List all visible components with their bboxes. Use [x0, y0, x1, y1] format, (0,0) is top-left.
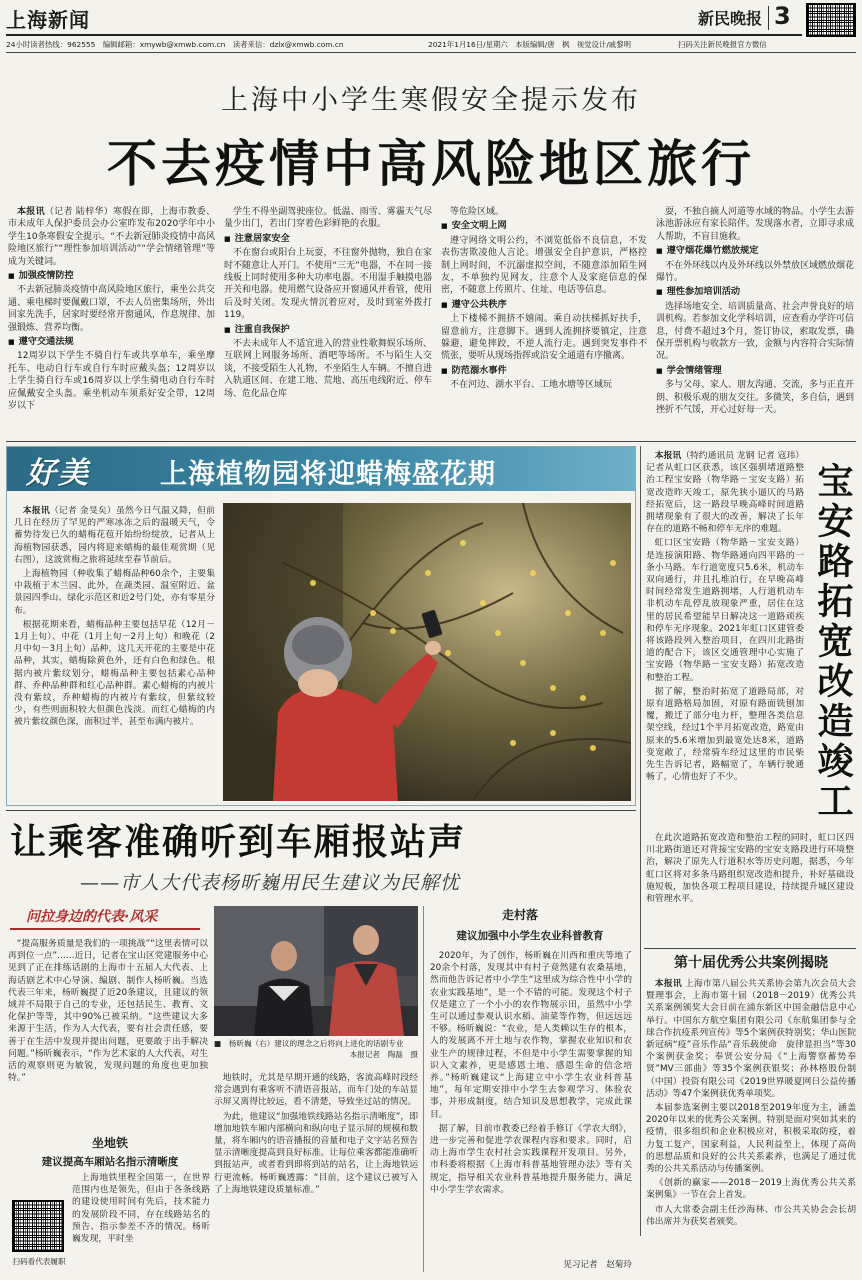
- story6-text: 本报讯 上海市第八届公共关系协会第九次会员大会暨理事会，上海市第十届（2018－2019）优秀公共关系案例颁奖大会日前在浦东新区中国金融信息中心举行。中国东方航空集团有限公司《东航集团参与全球合作抗疫系列宣传》等5个案例获特别奖；华山医院新冠病“疫”音乐作品“音乐载使命 旋律显担当”等30个案例获金奖；奉贤公安分局《“上海警察蓄势奉贤”MV三部曲》等35个案例获银奖；孙林格股份制（中国）投资有限公司《2019世界暖夏网日公益传播活动》等47个案例获优秀单项奖。 本届参选案例主要以2018至2019年度为主，涵盖2020年以来的优秀公关案例。特别是面对突如其来的疫情，很多组织和企业积极应对，积极采取防疫，着力复工复产，国家利益，人民利益至上，体现了高尚的思想品质和良好的公共关系素养，也满足了通过优秀的公共关系活动与传播案例。 《创新的赢家——2018－2019上海优秀公共关系案例集》一节在会上首发。 市人大常委会副主任沙海林、市公共关协会会长胡伟出席并为获奖者颁奖。: [646, 979, 856, 1227]
- representative-qr-code[interactable]: [12, 1200, 64, 1252]
- story1-column-3: 等危险区域。 ■ 安全文明上网 遵守网络文明公约，不浏览低俗不良信息，不发表伤害欺凌他人言论。增强安全自护意识，严格控制上网时间，不沉溺虚拟空间，不随意添加陌生网友，不单独约见网友，注意个人及家庭信息的保密，不随意上传照片、住址、电话等信息。 ■ 遵守公共秩序 上下楼梯不拥挤不嬉闹。乘自动扶梯抓好扶手，留意前方，注意脚下。遇到人流拥挤要镇定，注意躲避，避免摔跤，不逆人流行走。遇到突发事件不慌张，要听从现场指挥或沿安全通道有序撤离。 ■ 防范溺水事件 不在河边、湖水平台、工地水塘等区域玩: [441, 206, 647, 436]
- scan-info: 扫码关注新民晚报官方微信: [678, 40, 767, 49]
- date-info: 2021年1月16日/星期六 本版编辑/唐 枫 视觉设计/戚黎明: [428, 40, 631, 49]
- story3-headline: 宝安路拓宽改造竣工: [812, 462, 853, 822]
- subway-box-text: 上海地铁里程全国第一，在世界范围内也是领先，但由于各条线路的建设使用时间有先后，技术能力的发展阶段不同，存在线路站名的预告、指示参差不齐的情况。杨昕巍发现，平时坐: [72, 1173, 210, 1245]
- story1-column-2: 学生不得坐副驾驶座位。低温、雨雪、雾霾天气尽量少出门，若出门穿着色彩鲜艳的衣服。 ■ 注意居家安全 不在窗台或阳台上玩耍，不往窗外抛物，独自在家时不随意让人开门。不使用“三无”电器，不在同一接线板上同时使用多种大功率电器。不用湿手触摸电器开关和电器。使用燃气设备应开窗通风并看管，使用后及时关闭。发现火情沉着应对，及时到室外拨打119。 ■ 注重自我保护 不去未成年人不适宜进入的营业性歌舞娱乐场所、互联网上网服务场所、酒吧等场所。不与陌生人交谈，不接受陌生人礼物，不坐陌生人车辆。不擅自进入轨道区间、在建工地、荒地、高压电线附近、停车场、危化品仓库: [224, 206, 432, 436]
- page-number: 3: [774, 2, 791, 30]
- story4-tag: 问拉身边的代表·风采: [10, 906, 200, 930]
- wintersweet-photo: [223, 503, 631, 801]
- story2-tag: 好美: [26, 456, 90, 490]
- story6-headline: 第十届优秀公共案例揭晓: [674, 955, 828, 971]
- story2-headline: 上海植物园将迎蜡梅盛花期: [160, 459, 496, 488]
- subhead-traffic: ■ 遵守交通法规: [8, 336, 215, 348]
- story4-subhead: ——市人大代表杨昕巍用民生建议为民解忧: [80, 872, 461, 894]
- story3-text-top: 本报讯（特约通讯员 龙钢 记者 寇玮）记者从虹口区获悉，该区强驯堵道路整治工程宝安路（物华路－宝安支路）拓宽改造昨天竣工，原先狭小逼仄的马路经拓宽后，这一路段早晚高峰时间道路拥堵现象有了很大的改善，解决了长年存在的道路不畅和停车无序的难题。 虹口区宝安路（物华路－宝安支路）是连接演阳路、物华路通向四平路的一条小马路。车行道宽度只5.6米，机动车双向通行，并且扎堆泊行，在早晚高峰时间经常发生道路拥堵，人行道机动车非机动车乱停乱放现象严重，居住在这里的居民希望能早日解决这一道路顽疾和停车无序现象。2021年虹口区建管委将该路段列入整治项目，在四川北路街道的配合下，该区交通管理中心实施了宝安路（物华路－宝安支路）拓宽改造和整治工程。 据了解，整治时拓宽了道路局部，对原有道路格局加固，对原有路面铣刨加覆，搬迁了部分电力杆，整理各类信息架空线，经过1个半月拓宽改造，路宽由原来的5.6米增加到最宽处达8米，道路变宽敞了，经常骑车经过这里的市民柴先生告诉记者，路幅宽了，车辆行驶通畅了，心情也好了不少。: [646, 451, 804, 783]
- story1-column-1: 本报讯（记者 陆梓华）寒假在即，上海市教委、市未成年人保护委员会办公室昨发布2020学年中小学生10条寒假安全提示。“不去新冠肺炎疫情中高风险地区旅行”“理性参加培训活动”“学会情绪管理”等成为关键词。 ■ 加强疫情防控 不去新冠肺炎疫情中高风险地区旅行，乘坐公共交通、乘电梯时要佩戴口罩，不去人员密集场所，外出回家先洗手，居家时要经常开窗通风，作息规律、加强锻炼、营养均衡。 ■ 遵守交通法规 12周岁以下学生不骑自行车或共享单车，乘坐摩托车、电动自行车或自行车时应戴头盔；12周岁以上学生骑自行车或16周岁以上学生骑电动自行车时应佩戴安全头盔。乘坐机动车须系好安全带，12周岁以下: [8, 206, 215, 436]
- representative-photo: [214, 906, 418, 1036]
- masthead-logo: 新民晚报: [697, 9, 762, 28]
- section-title: 上海新闻: [6, 8, 90, 32]
- photo-caption: ■ 杨昕巍（右）建议的理念之后将向上进化的话剧专业 本报记者 陶磊 摄: [214, 1039, 418, 1059]
- story1-column-4: 耍，不独自摘人河道等水域的物品。小学生去游泳池游泳应有家长陪伴。发现落水者，立即寻求成人帮助，不盲目施救。 ■ 遵守烟花爆竹燃放规定 不在外环线以内及外环线以外禁放区域燃放烟花爆竹。 ■ 理性参加培训活动 选择场地安全、培训质量高、社会声誉良好的培训机构。若参加文化学科培训，应查看办学许可信息，付费不超过3个月，签订协议，索取发票，确保开票机构与收款方一致，金额与内容符合实际情况。 ■ 学会情绪管理 多与父母、家人、朋友沟通、交流，多与正直开朗、积极乐观的朋友交往。多微笑，多自信，遇到挫折不气馁，开心过好每一天。: [656, 206, 854, 436]
- subway-box-title: 坐地铁: [91, 1136, 128, 1150]
- story4-headline: 让乘客准确听到车厢报站声: [10, 822, 467, 862]
- village-box-title: 走村落: [501, 908, 538, 922]
- subway-box-headline: 建议提高车厢站名指示清晰度: [41, 1156, 179, 1168]
- story4-text: “提高服务质量是我们的一项挑战”“这里表情可以再到位一点”……近日，记者在宝山区党建服务中心见到了正在排练话剧的上海市十五届人大代表、上海话剧艺术中心导演、编剧、制作人杨昕巍。当选代表三年来，杨昕巍提了近20条建议，且建议的领域并不局限于自己的专业，还包括民生、教育、文化保护等等，其中90%已被采纳。“这些建议大多来源于生活，作为人大代表，要有社会责任感，要善于在生活中发现并提出问题，更要敢于出手解决问题。”杨昕巍表示，“作为艺术家的人大代表，对生活的观察则更为敏锐，发现问题的角度也更加独特。”: [8, 939, 208, 1084]
- story1-headline: 不去疫情中高风险地区旅行: [107, 135, 755, 190]
- story4-column-text: 地铁时，尤其是早期开通的线路，客流高峰时段经常会遇到有乘客听不清语音报站，而车门处的车站显示屏又离得比较远，看不清楚，导致坐过站的情况。 为此，他建议“加强地铁线路站名指示清晰度”，即增加地铁车厢内部横向和纵向电子显示屏的规模和数量，将车厢内的语音播报的音量和电子文字站名预告显示清晰度提高到良好标准。让每位乘客都能准确听到报站声，或者看到即将到站的站名，让上海地铁运行更流畅。杨昕巍透露：“目前，这个建议已被写入了上海地铁建设质量标准。”: [214, 1073, 418, 1195]
- story2-text: 本报讯（记者 金旻矣）虽然今日气温又降，但前几日在经历了罕见的严寒冰冻之后的温暖天气，令蓄势待发已久的蜡梅花苞开始纷纷绽放，记者从上海植物园获悉，园内将迎来蜡梅的最佳观赏期（见右图），这波赏梅之旅将延续至春节前后。 上海植物园（种收集了蜡梅品种60余个，主要集中栽植于木兰园、此外，在蔬类园、温室附近、盆景园四季山、绿化示范区和近2号门处，亦有零星分布。 根据花期来看，蜡梅品种主要包括早花（12月－1月上旬）、中花（1月上旬－2月上旬）和晚花（2月中旬－3月上旬）品种，这几天开花的主要是中花品种，其实，蜡梅除黄色外，还有白色和绿色。根据内被片紫纹划分，蜡梅品种主要包括素心品种群、乔种品种群和红心品种群。素心蜡梅的内被片没有紫纹，乔种蜡梅的内被片有紫纹，但紫纹较少，有些则面积较大但颜色浅淡。而红心蜡梅的内被片紫纹颜色深，面积过半，甚至布满内被片。: [14, 506, 215, 728]
- story5-text: 2020年，为了创作，杨昕巍在川西和重庆等地了20余个村落，发现其中有村子竟然建有农桑基地，然而他告诉记者中小学生“这里成为综合性中小学的农业实践基地”，是一个不错的可能。发现这个村子仅是建立了一个小小的农作物展示田，虽然中小学生可以通过参观认识水稻、油菜等作物，但远远远不够。杨昕巍说：“农业，是人类赖以生存的根本，人的发展离不开土地与农作物，掌握农业知识和农业生产的规律过程，不但是中小学生需要掌握的知识入文素养，更是感恩土地、感恩生命的信念培养。”杨昕巍建议“上海建立中小学生农业科普基地”，每年定期安排中小学生去参观学习、体验农事，并形成制度，结合知识及思想教学，完成此课目。 据了解，目前市教委已经着手修订《学农大纲》，进一步完善和促进学农课程内容和要求。同时，启动上海市学生农村社会实践课程开发项目。另外，市科委将根据《上海市科普基地管理办法》等有关规定，指导相关农业科普基地提升服务能力，满足中小学生学农需求。: [430, 951, 632, 1195]
- hotline-info: 24小时读者热线：962555 编辑邮箱：xmywb@xmwb.com.cn 读者来信：dzlx@xmwb.com.cn: [6, 40, 344, 49]
- story3-text-bottom: 在此次道路拓宽改造和整治工程的同时，虹口区四川北路街道还对背接宝安路的宝安支路段进行环境整治，解决了原先人行道积水等历史问题，据悉，今年虹口区将对多条马路组织宽改造和提升，补好基础设施短板，加快各项工程项目建设，持续提升城区建设和管理水平。: [646, 833, 854, 905]
- header-qr-code[interactable]: [806, 3, 856, 37]
- story1-kicker: 上海中小学生寒假安全提示发布: [221, 85, 641, 114]
- story5-credit: 见习记者 赵菊玲: [563, 1260, 632, 1270]
- subhead-epidemic: ■ 加强疫情防控: [8, 270, 215, 282]
- story5-headline: 建议加强中小学生农业科普教育: [456, 930, 604, 942]
- qr-caption: 扫码看代表履职: [12, 1257, 66, 1266]
